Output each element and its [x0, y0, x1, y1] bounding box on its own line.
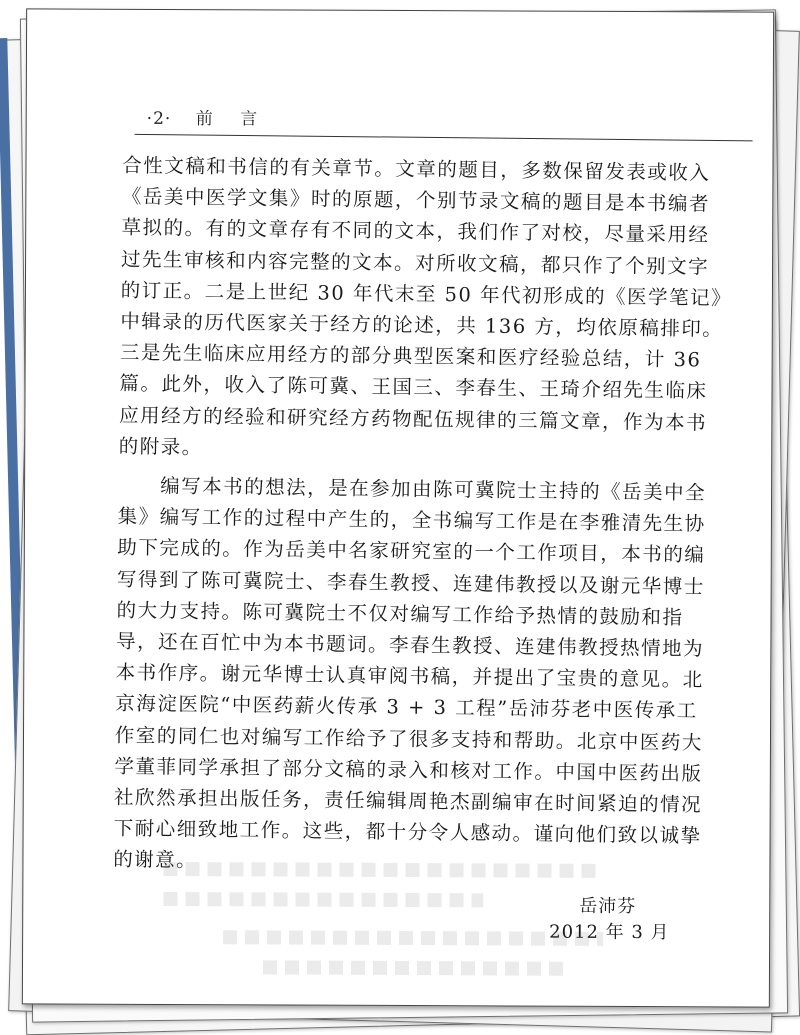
text-line: 三是先生临床应用经方的部分典型医案和医疗经验总结，计 36	[119, 340, 702, 372]
text-line: 草拟的。有的文章存有不同的文本，我们作了对校，尽量采用经	[121, 216, 710, 247]
text-line: 作室的同仁也对编写工作给予了很多支持和帮助。北京中医药大	[114, 723, 704, 755]
text-line: 集》编写工作的过程中产生的，全书编写工作是在李雅清先生协	[117, 504, 706, 536]
document-page	[22, 8, 774, 1007]
bleed-through-text	[263, 960, 563, 975]
paragraph-2	[113, 470, 754, 884]
text-line: 篇。此外，收入了陈可冀、王国三、李春生、王琦介绍先生临床	[119, 372, 708, 403]
page-number: ·2·	[146, 108, 172, 130]
text-line: 编写本书的想法，是在参加由陈可冀院士主持的《岳美中全	[160, 474, 707, 505]
running-header	[147, 104, 259, 129]
text-line: 的订正。二是上世纪 30 年代末至 50 年代初形成的《医学笔记》	[120, 278, 733, 310]
text-line: 导，还在百忙中为本书题词。李春生教授、连建伟教授热情地为	[115, 629, 705, 661]
text-line: 下耐心细致地工作。这些，都十分令人感动。谨向他们致以诚挚	[113, 817, 702, 848]
signature-date: 2012 年 3 月	[549, 921, 670, 944]
text-line: 助下完成的。作为岳美中名家研究室的一个工作项目，本书的编	[117, 536, 706, 567]
bleed-through-text	[163, 892, 483, 907]
paragraph-1	[118, 150, 758, 470]
text-line: 的附录。	[118, 434, 203, 459]
body-text	[113, 150, 758, 884]
text-line: 应用经方的经验和研究经方药物配伍规律的三篇文章，作为本书	[118, 403, 708, 435]
text-line: 本书作序。谢元华博士认真审阅书稿，并提出了宝贵的意见。北	[115, 661, 704, 692]
text-line: 写得到了陈可冀院士、李春生教授、连建伟教授以及谢元华博士	[116, 567, 706, 599]
bleed-through-text	[223, 930, 603, 946]
text-line: 京海淀医院“中医药薪火传承 3 + 3 工程”岳沛芬老中医传承工	[115, 692, 698, 723]
text-line: 《岳美中医学文集》时的原题，个别节录文稿的题目是本书编者	[121, 184, 711, 216]
text-line: 的大力支持。陈可冀院士不仅对编写工作给予热情的鼓励和指	[116, 598, 684, 630]
signature-name: 岳沛芬	[579, 895, 637, 918]
header-title-second-char: 言	[240, 109, 259, 130]
text-line: 的谢意。	[113, 848, 198, 873]
header-title-first-char: 前	[195, 109, 214, 130]
text-line: 合性文稿和书信的有关章节。文章的题目，多数保留发表或收入	[122, 153, 711, 185]
header-rule	[135, 134, 753, 141]
text-line: 过先生审核和内容完整的文本。对所收文稿，都只作了个别文字	[120, 247, 710, 279]
text-line: 中辑录的历代医家关于经方的论述，共 136 方，均依原稿排印。	[120, 309, 724, 341]
text-line: 社欣然承担出版任务，责任编辑周艳杰副编审在时间紧迫的情况	[113, 785, 703, 817]
text-line: 学董菲同学承担了部分文稿的录入和核对工作。中国中医药出版	[114, 754, 703, 786]
